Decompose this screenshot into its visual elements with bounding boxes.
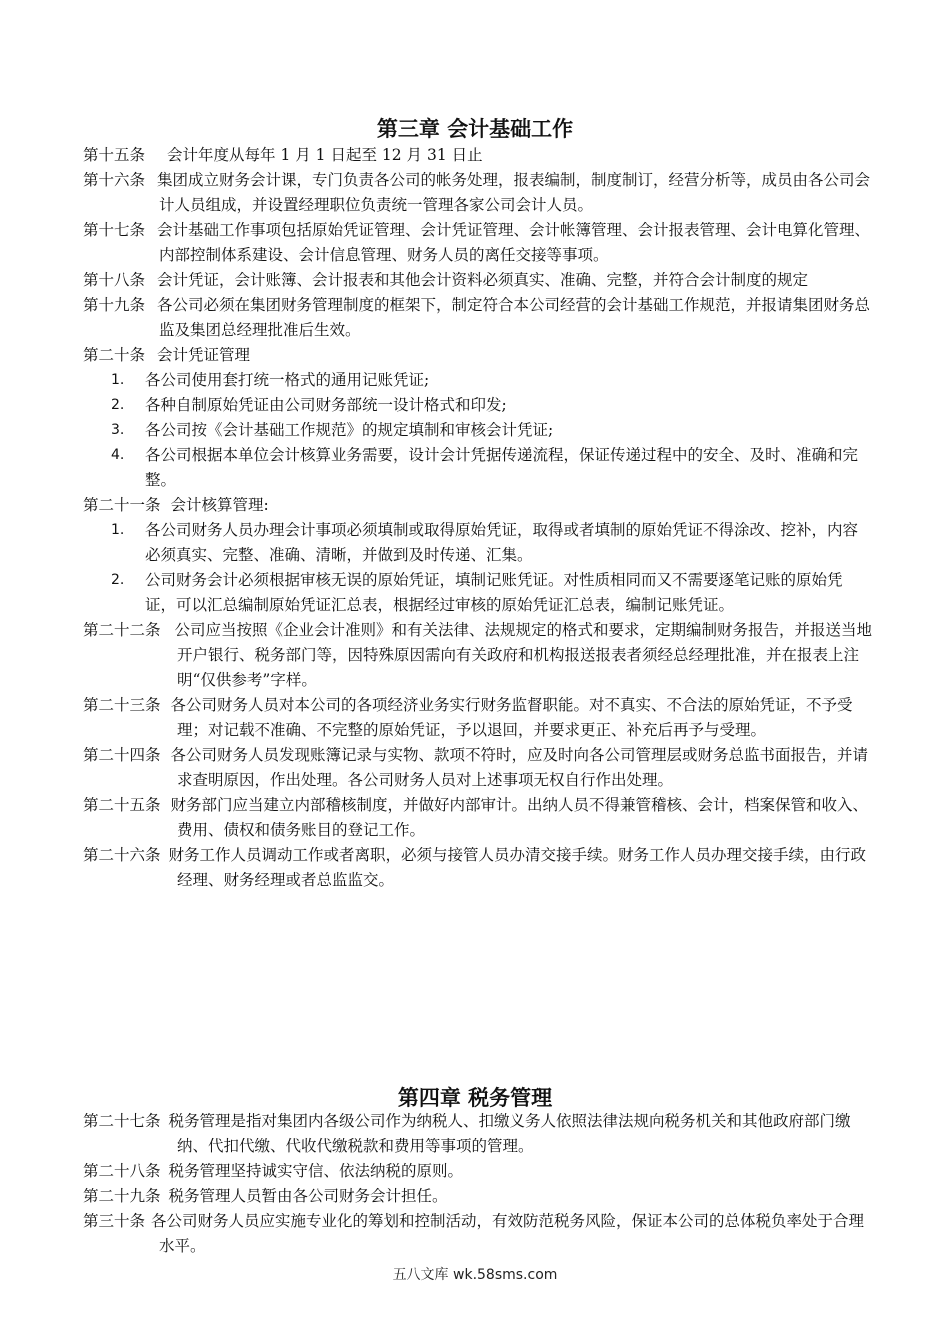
article-label: 第二十七条 (83, 1112, 161, 1130)
article-label: 第二十八条 (83, 1162, 161, 1180)
list-item (83, 393, 873, 418)
article-24 (83, 743, 873, 793)
chapter-4-title: 第四章 税务管理 (397, 1085, 553, 1110)
article-15 (83, 143, 873, 168)
article-20-list (83, 368, 873, 493)
list-text: 各种自制原始凭证由公司财务部统一设计格式和印发; (145, 396, 507, 414)
article-label: 第二十一条 (83, 496, 161, 514)
article-20 (83, 343, 873, 368)
article-label: 第十八条 (83, 271, 146, 289)
article-text: 公司应当按照《企业会计准则》和有关法律、法规规定的格式和要求，定期编制财务报告，并报送当地开户银行、税务部门等，因特殊原因需向有关政府和机构报送报表者须经总经理批准，并在报表上注明“仅供参考”字样。 (174, 621, 873, 689)
article-28 (83, 1159, 873, 1184)
chapter-4-body (83, 1109, 873, 1259)
article-text: 集团成立财务会计课，专门负责各公司的帐务处理，报表编制，制度制订，经营分析等，成员由各公司会计人员组成，并设置经理职位负责统一管理各家公司会计人员。 (157, 171, 871, 214)
list-number: 1. (111, 522, 125, 538)
article-text: 财务部门应当建立内部稽核制度，并做好内部审计。出纳人员不得兼管稽核、会计，档案保管和收入、费用、债权和债务账目的登记工作。 (170, 796, 869, 839)
list-item (83, 568, 873, 618)
article-label: 第二十六条 (83, 846, 161, 864)
article-label: 第二十四条 (83, 746, 161, 764)
list-item (83, 418, 873, 443)
article-23 (83, 693, 873, 743)
chapter-3-body (83, 143, 873, 893)
article-22 (83, 618, 873, 693)
article-label: 第二十五条 (83, 796, 161, 814)
article-text: 会计年度从每年 1 月 1 日起至 12 月 31 日止 (167, 146, 483, 164)
article-text: 各公司财务人员发现账簿记录与实物、款项不符时，应及时向各公司管理层或财务总监书面报告，并请求查明原因，作出处理。各公司财务人员对上述事项无权自行作出处理。 (170, 746, 869, 789)
article-text: 会计基础工作事项包括原始凭证管理、会计凭证管理、会计帐簿管理、会计报表管理、会计电算化管理、内部控制体系建设、会计信息管理、财务人员的离任交接等事项。 (157, 221, 871, 264)
article-17 (83, 218, 873, 268)
list-text: 各公司使用套打统一格式的通用记账凭证; (145, 371, 430, 389)
list-item (83, 443, 873, 493)
article-text: 各公司财务人员应实施专业化的筹划和控制活动，有效防范税务风险，保证本公司的总体税负率处于合理水平。 (151, 1212, 865, 1255)
article-text: 会计凭证管理 (157, 346, 251, 364)
article-label: 第十六条 (83, 171, 146, 189)
article-label: 第二十九条 (83, 1187, 161, 1205)
list-text: 各公司财务人员办理会计事项必须填制或取得原始凭证，取得或者填制的原始凭证不得涂改、挖补，内容必须真实、完整、准确、清晰，并做到及时传递、汇集。 (145, 521, 859, 564)
list-text: 各公司根据本单位会计核算业务需要，设计会计凭据传递流程，保证传递过程中的安全、及时、准确和完整。 (145, 446, 859, 489)
article-30 (83, 1209, 873, 1259)
list-number: 2. (111, 572, 125, 588)
article-29 (83, 1184, 873, 1209)
list-number: 1. (111, 372, 125, 388)
article-label: 第十七条 (83, 221, 146, 239)
article-26 (83, 843, 873, 893)
article-text: 税务管理坚持诚实守信、依法纳税的原则。 (168, 1162, 464, 1180)
article-text: 会计核算管理: (170, 496, 269, 514)
article-18 (83, 268, 873, 293)
list-item (83, 368, 873, 393)
article-21-list (83, 518, 873, 618)
article-21 (83, 493, 873, 518)
article-label: 第二十三条 (83, 696, 161, 714)
article-text: 各公司财务人员对本公司的各项经济业务实行财务监督职能。对不真实、不合法的原始凭证，不予受理；对记载不准确、不完整的原始凭证，予以退回，并要求更正、补充后再予与受理。 (170, 696, 853, 739)
list-number: 2. (111, 397, 125, 413)
article-label: 第二十条 (83, 346, 146, 364)
article-label: 第三十条 (83, 1212, 146, 1230)
list-text: 各公司按《会计基础工作规范》的规定填制和审核会计凭证; (145, 421, 554, 439)
list-text: 公司财务会计必须根据审核无误的原始凭证，填制记账凭证。对性质相同而又不需要逐笔记账的原始凭证，可以汇总编制原始凭证汇总表，根据经过审核的原始凭证汇总表，编制记账凭证。 (145, 571, 843, 614)
list-item (83, 518, 873, 568)
list-number: 4. (111, 447, 125, 463)
article-text: 税务管理是指对集团内各级公司作为纳税人、扣缴义务人依照法律法规向税务机关和其他政府部门缴纳、代扣代缴、代收代缴税款和费用等事项的管理。 (168, 1112, 851, 1155)
list-number: 3. (111, 422, 125, 438)
article-19 (83, 293, 873, 343)
footer-watermark: 五八文库 wk.58sms.com (392, 1267, 558, 1283)
article-text: 税务管理人员暂由各公司财务会计担任。 (168, 1187, 448, 1205)
article-text: 各公司必须在集团财务管理制度的框架下，制定符合本公司经营的会计基础工作规范，并报请集团财务总监及集团总经理批准后生效。 (157, 296, 871, 339)
article-label: 第二十二条 (83, 621, 161, 639)
article-25 (83, 793, 873, 843)
article-text: 财务工作人员调动工作或者离职，必须与接管人员办清交接手续。财务工作人员办理交接手续，由行政经理、财务经理或者总监监交。 (168, 846, 867, 889)
article-16 (83, 168, 873, 218)
article-27 (83, 1109, 873, 1159)
article-label: 第十九条 (83, 296, 146, 314)
article-label: 第十五条 (83, 146, 146, 164)
chapter-3-title: 第三章 会计基础工作 (376, 116, 574, 141)
article-text: 会计凭证，会计账簿、会计报表和其他会计资料必须真实、准确、完整，并符合会计制度的规定 (157, 271, 809, 289)
